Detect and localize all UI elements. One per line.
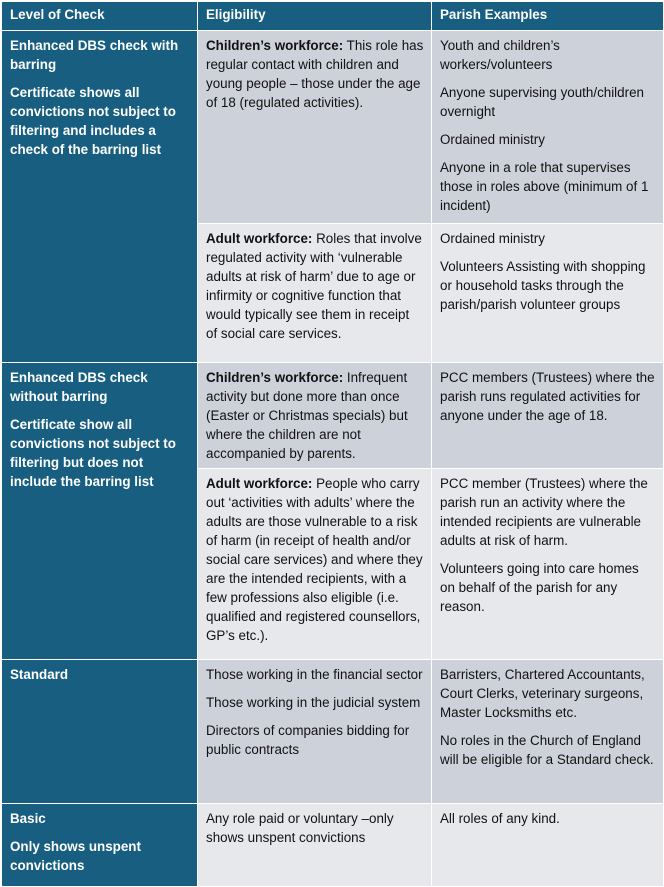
header-row: [2, 2, 664, 31]
level-cell: [2, 660, 198, 804]
example-item: Youth and children’s workers/volunteers: [440, 38, 560, 72]
eligibility-item: Those working in the financial sector: [206, 667, 423, 682]
table-row: [2, 804, 664, 887]
example-item: Anyone supervising youth/children overnight: [440, 85, 644, 119]
eligibility-label: Adult workforce:: [206, 476, 313, 491]
level-cell: [2, 31, 198, 363]
example-item: No roles in the Church of England will be eligible for a Standard check.: [440, 733, 654, 767]
examples-cell: [432, 363, 664, 469]
level-desc: Only shows unspent convictions: [10, 839, 141, 873]
table-row: [2, 31, 664, 224]
level-title: Standard: [10, 667, 69, 682]
examples-cell: [432, 31, 664, 224]
dbs-check-table: [1, 1, 664, 887]
eligibility-label: Adult workforce:: [206, 231, 313, 246]
examples-cell: [432, 804, 664, 887]
example-item: Barristers, Chartered Accountants, Court Clerks, veterinary surgeons, Master Locksmiths etc.: [440, 667, 645, 720]
examples-cell: [432, 469, 664, 660]
eligibility-cell: [198, 224, 432, 363]
example-item: Volunteers Assisting with shopping or household tasks through the parish/parish volunteer groups: [440, 259, 646, 312]
example-item: Volunteers going into care homes on behalf of the parish for any reason.: [440, 561, 639, 614]
example-item: All roles of any kind.: [440, 811, 560, 826]
level-cell: [2, 804, 198, 887]
eligibility-text: This role has regular contact with children and young people – those under the age of 18 (regulated activities).: [206, 38, 424, 110]
header-examples: Parish Examples: [432, 2, 664, 31]
example-item: Anyone in a role that supervises those in roles above (minimum of 1 incident): [440, 160, 649, 213]
eligibility-item: Directors of companies bidding for public contracts: [206, 723, 410, 757]
examples-cell: [432, 660, 664, 804]
example-item: PCC member (Trustees) where the parish run an activity where the intended recipients are vulnerable adults at risk of harm.: [440, 476, 648, 548]
eligibility-label: Children’s workforce:: [206, 370, 344, 385]
eligibility-cell: [198, 804, 432, 887]
level-title: Basic: [10, 811, 46, 826]
example-item: Ordained ministry: [440, 132, 545, 147]
eligibility-label: Children’s workforce:: [206, 38, 344, 53]
examples-cell: [432, 224, 664, 363]
eligibility-text: People who carry out ‘activities with adults’ where the adults are those vulnerable to a risk of harm (in receipt of health and/or social care services) and where they are the intended recipients, with a few professions also eligible (i.e. qualified and registered counsellors, GP’s etc.).: [206, 476, 423, 643]
example-item: PCC members (Trustees) where the parish runs regulated activities for anyone under the age of 18.: [440, 370, 655, 423]
example-item: Ordained ministry: [440, 231, 545, 246]
eligibility-item: Any role paid or voluntary –only shows unspent convictions: [206, 811, 394, 845]
header-level: Level of Check: [2, 2, 198, 31]
level-desc: Certificate show all convictions not subject to filtering but does not include the barring list: [10, 417, 176, 489]
level-desc: Certificate shows all convictions not subject to filtering and includes a check of the barring list: [10, 85, 176, 157]
eligibility-cell: [198, 363, 432, 469]
level-title: Enhanced DBS check with barring: [10, 38, 179, 72]
table-row: [2, 363, 664, 469]
eligibility-cell: [198, 469, 432, 660]
level-cell: [2, 363, 198, 660]
eligibility-text: Roles that involve regulated activity with ‘vulnerable adults at risk of harm’ due to age or infirmity or cognitive function that would typically see them in receipt of social care services.: [206, 231, 422, 341]
table-row: [2, 660, 664, 804]
eligibility-cell: [198, 660, 432, 804]
eligibility-cell: [198, 31, 432, 224]
eligibility-item: Those working in the judicial system: [206, 695, 421, 710]
level-title: Enhanced DBS check without barring: [10, 370, 148, 404]
eligibility-text: Infrequent activity but done more than once (Easter or Christmas specials) but where the children are not accompanied by parents.: [206, 370, 408, 461]
header-eligibility: Eligibility: [198, 2, 432, 31]
